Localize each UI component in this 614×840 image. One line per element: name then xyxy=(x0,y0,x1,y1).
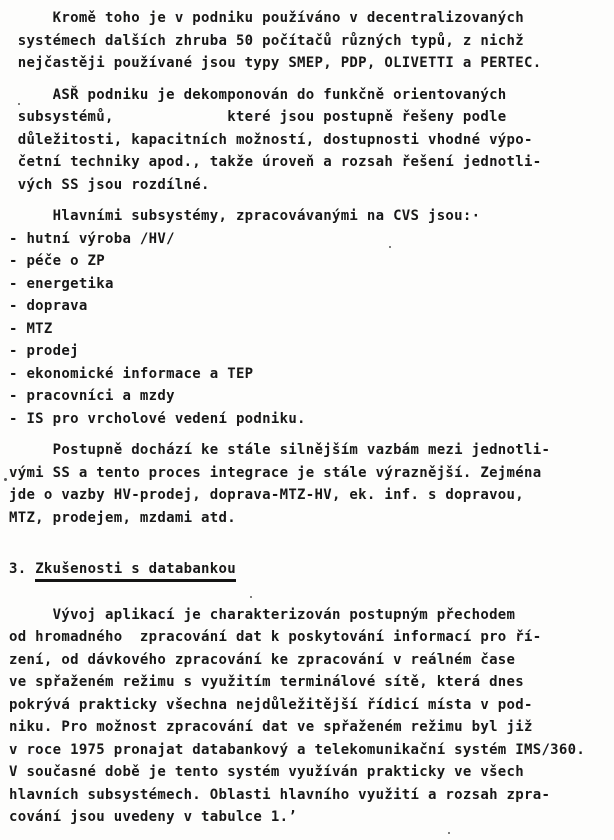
list-item: - péče o ZP xyxy=(9,253,106,269)
text-line: Kromě toho je v podniku používáno v decentralizovaných xyxy=(9,10,524,26)
scan-speckle xyxy=(448,832,450,834)
section-heading xyxy=(9,558,612,581)
text-line: zení, od dávkového zpracování ke zpracování v reálném čase xyxy=(9,651,516,668)
text-line: Vývoj aplikací je charakterizován postupným přechodem xyxy=(9,606,516,623)
paragraph xyxy=(9,604,612,829)
scan-speckle xyxy=(389,246,391,248)
list-item: - prodej xyxy=(9,343,79,359)
list-item: - ekonomické informace a TEP xyxy=(9,365,254,382)
text-line: cování jsou uvedeny v tabulce 1.’ xyxy=(9,809,298,825)
text-line: jde o vazby HV-prodej, doprava-MTZ-HV, ek. inf. s dopravou, xyxy=(9,487,524,503)
paragraph xyxy=(9,205,612,228)
text-line: ve spřaženém režimu s využitím terminálové sítě, která dnes xyxy=(9,674,524,690)
scan-speckle xyxy=(4,478,7,481)
text-line: nejčastěji používané jsou typy SMEP, PDP, OLIVETTI a PERTEC. xyxy=(9,55,542,71)
document-body xyxy=(9,7,612,829)
text-line: V současné době je tento systém využíván prakticky ve všech xyxy=(9,764,524,780)
text-line: četní techniky apod., takže úroveň a rozsah řešení jednotli- xyxy=(9,154,542,170)
text-line: Hlavními subsystémy, zpracovávanými na CVS jsou:· xyxy=(9,208,481,224)
list-item: - energetika xyxy=(9,275,114,292)
text-line: systémech dalších zhruba 50 počítačů různých typů, z nichž xyxy=(9,32,524,49)
list-item: - doprava xyxy=(9,298,88,314)
text-line: vými SS a tento proces integrace je stále výraznější. Zejména xyxy=(9,464,542,481)
paragraph xyxy=(9,439,612,529)
text-line: pokrývá prakticky všechna nejdůležitější řídicí místa v pod- xyxy=(9,696,533,713)
text-line: od hromadného zpracování dat k poskytování informací pro ří- xyxy=(9,629,542,645)
list-item: - hutní výroba /HV/ xyxy=(9,230,175,247)
scan-speckle xyxy=(250,596,252,598)
text-line: hlavních subsystémech. Oblasti hlavního využití a rozsah zpra- xyxy=(9,786,551,803)
heading-title: Zkušenosti s databankou xyxy=(35,561,236,582)
list-item: - pracovníci a mzdy xyxy=(9,388,175,404)
text-line: vých SS jsou rozdílné. xyxy=(9,176,210,193)
list-block xyxy=(9,228,612,431)
text-line: MTZ, prodejem, mzdami atd. xyxy=(9,509,236,526)
scan-speckle xyxy=(18,103,20,105)
text-line: ASŘ podniku je dekomponován do funkčně orientovaných xyxy=(9,86,507,103)
text-line: niku. Pro možnost zpracování dat ve spřaženém režimu byl již xyxy=(9,719,533,735)
text-line: Postupně dochází ke stále silnějším vazbám mezi jednotli- xyxy=(9,442,551,458)
text-line: důležitosti, kapacitních možností, dostupnosti vhodné výpo- xyxy=(9,131,533,148)
heading-number: 3. xyxy=(9,561,27,577)
paragraph xyxy=(9,7,612,75)
text-line: v roce 1975 pronajat databankový a telekomunikační systém IMS/360. xyxy=(9,741,586,758)
list-item: - MTZ xyxy=(9,320,53,337)
text-line: subsystémů, které jsou postupně řešeny podle xyxy=(9,109,507,125)
list-item: - IS pro vrcholové vedení podniku. xyxy=(9,410,306,427)
paragraph xyxy=(9,84,612,197)
